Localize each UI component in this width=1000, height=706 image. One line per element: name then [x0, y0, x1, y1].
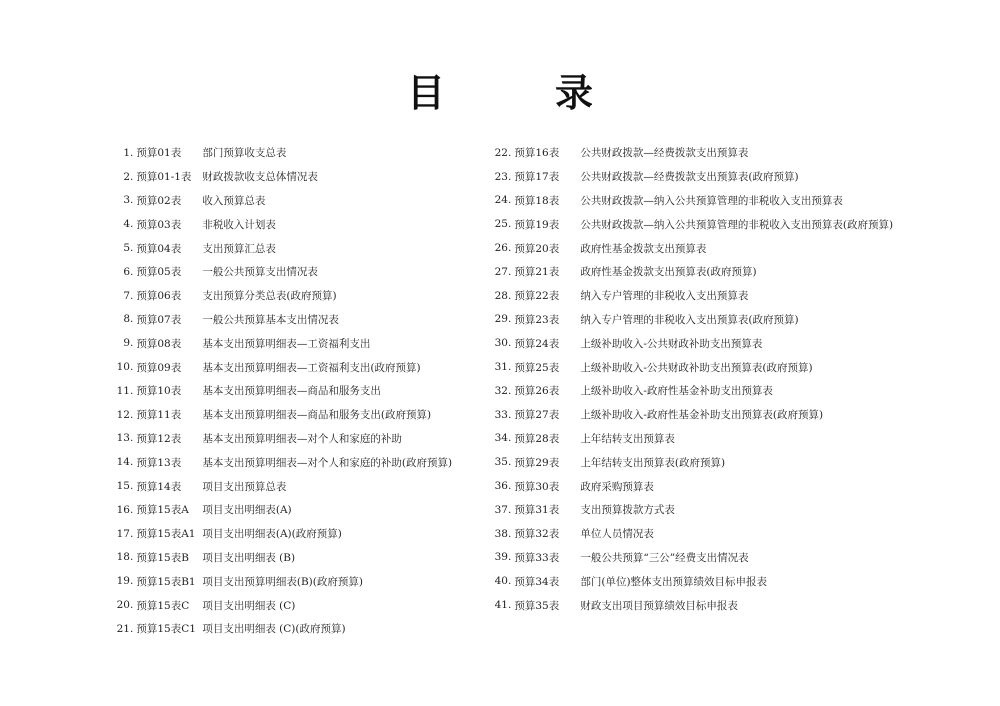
toc-entry[interactable]: [486, 165, 926, 189]
toc-entry-title: 项目支出明细表 (B): [202, 551, 296, 564]
toc-entry-code: 预算18表: [514, 194, 560, 207]
toc-entry-number: 4: [123, 218, 130, 231]
toc-entry-separator: .: [508, 265, 512, 278]
toc-entry-title: 财政拨款收支总体情况表: [202, 171, 318, 184]
toc-entry[interactable]: [486, 427, 926, 451]
toc-entry[interactable]: [108, 331, 488, 355]
toc-entry-title: 基本支出预算明细表—对个人和家庭的补助(政府预算): [202, 456, 453, 469]
toc-entry-code: 预算19表: [514, 218, 560, 231]
toc-entry[interactable]: [108, 260, 488, 284]
toc-entry-number: 32: [494, 384, 508, 397]
page-title: 目 录: [406, 70, 629, 115]
toc-entry[interactable]: [486, 522, 926, 546]
toc-entry-number: 15: [116, 480, 130, 493]
toc-entry-separator: .: [130, 622, 134, 635]
toc-entry-code: 预算06表: [136, 290, 182, 303]
toc-entry-title: 政府性基金拨款支出预算表: [580, 242, 707, 255]
toc-entry-code: 预算24表: [514, 337, 560, 350]
toc-entry-number: 12: [116, 408, 130, 421]
toc-entry[interactable]: [486, 189, 926, 213]
toc-entry-code: 预算15表C: [136, 599, 190, 612]
toc-entry-separator: .: [508, 408, 512, 421]
toc-entry[interactable]: [108, 141, 488, 165]
toc-entry-separator: .: [508, 432, 512, 445]
toc-entry[interactable]: [486, 141, 926, 165]
toc-entry-code: 预算07表: [136, 313, 182, 326]
toc-entry-code: 预算23表: [514, 313, 560, 326]
toc-entry-code: 预算11表: [136, 409, 182, 422]
toc-entry-code: 预算30表: [514, 480, 560, 493]
toc-entry-separator: .: [508, 599, 512, 612]
toc-entry-number: 37: [494, 503, 508, 516]
toc-entry-number: 39: [494, 551, 508, 564]
toc-entry-separator: .: [130, 194, 134, 207]
toc-entry-code: 预算16表: [514, 147, 560, 160]
toc-entry-title: 纳入专户管理的非税收入支出预算表: [580, 290, 749, 303]
toc-entry-title: 公共财政拨款—经费拨款支出预算表(政府预算): [580, 171, 799, 184]
toc-entry-title: 上级补助收入-公共财政补助支出预算表(政府预算): [580, 361, 813, 374]
toc-entry-separator: .: [130, 456, 134, 469]
toc-entry-code: 预算15表A: [136, 504, 189, 517]
toc-entry-code: 预算15表C1: [136, 623, 196, 636]
toc-entry-title: 项目支出预算明细表(B)(政府预算): [202, 575, 363, 588]
toc-entry-number: 26: [494, 242, 508, 255]
toc-entry-number: 14: [116, 456, 130, 469]
toc-entry-separator: .: [130, 146, 134, 159]
toc-entry[interactable]: [108, 379, 488, 403]
toc-entry-separator: .: [130, 599, 134, 612]
toc-entry-separator: .: [508, 551, 512, 564]
toc-entry-number: 34: [494, 432, 508, 445]
toc-entry-number: 7: [123, 289, 130, 302]
toc-entry-code: 预算29表: [514, 456, 560, 469]
toc-entry[interactable]: [108, 403, 488, 427]
toc-entry-separator: .: [130, 218, 134, 231]
toc-entry-number: 25: [494, 218, 508, 231]
toc-entry[interactable]: [486, 569, 926, 593]
toc-entry[interactable]: [108, 284, 488, 308]
toc-entry-title: 公共财政拨款—纳入公共预算管理的非税收入支出预算表(政府预算): [580, 218, 894, 231]
toc-entry[interactable]: [108, 593, 488, 617]
toc-entry-code: 预算15表B1: [136, 575, 196, 588]
toc-entry-number: 18: [116, 551, 130, 564]
toc-entry[interactable]: [486, 212, 926, 236]
toc-entry-separator: .: [130, 432, 134, 445]
toc-entry-title: 基本支出预算明细表—对个人和家庭的补助: [202, 432, 402, 445]
toc-entry-number: 2: [123, 170, 130, 183]
toc-entry[interactable]: [108, 355, 488, 379]
toc-entry-title: 非税收入计划表: [202, 218, 276, 231]
toc-entry-separator: .: [130, 361, 134, 374]
toc-entry[interactable]: [108, 522, 488, 546]
toc-entry-title: 基本支出预算明细表—工资福利支出(政府预算): [202, 361, 421, 374]
toc-entry-number: 19: [116, 575, 130, 588]
toc-entry-separator: .: [130, 337, 134, 350]
toc-entry-number: 11: [116, 384, 130, 397]
toc-entry[interactable]: [486, 355, 926, 379]
toc-entry-code: 预算21表: [514, 266, 560, 279]
toc-entry-number: 30: [494, 337, 508, 350]
toc-entry-number: 29: [494, 313, 508, 326]
toc-entry[interactable]: [486, 546, 926, 570]
toc-entry-title: 上年结转支出预算表: [580, 432, 675, 445]
toc-entry-separator: .: [130, 313, 134, 326]
toc-entry-code: 预算14表: [136, 480, 182, 493]
toc-entry-separator: .: [508, 575, 512, 588]
toc-entry[interactable]: [108, 498, 488, 522]
toc-entry-separator: .: [508, 194, 512, 207]
toc-entry-separator: .: [508, 313, 512, 326]
toc-entry-number: 5: [123, 242, 130, 255]
toc-entry-title: 支出预算汇总表: [202, 242, 276, 255]
toc-entry-code: 预算01表: [136, 147, 182, 160]
toc-entry-code: 预算32表: [514, 528, 560, 541]
toc-entry[interactable]: [486, 450, 926, 474]
toc-entry-title: 部门预算收支总表: [202, 147, 287, 160]
toc-entry-number: 17: [116, 527, 130, 540]
toc-entry-title: 上年结转支出预算表(政府预算): [580, 456, 726, 469]
toc-entry-title: 上级补助收入-政府性基金补助支出预算表(政府预算): [580, 409, 824, 422]
toc-entry-separator: .: [130, 527, 134, 540]
toc-entry-number: 24: [494, 194, 508, 207]
toc-entry[interactable]: [486, 474, 926, 498]
toc-entry-number: 38: [494, 527, 508, 540]
toc-entry-title: 单位人员情况表: [580, 528, 654, 541]
toc-entry-number: 3: [123, 194, 130, 207]
toc-entry-title: 基本支出预算明细表—商品和服务支出: [202, 385, 381, 398]
toc-entry-title: 项目支出明细表(A)(政府预算): [202, 528, 342, 541]
toc-entry[interactable]: [486, 284, 926, 308]
toc-entry-code: 预算10表: [136, 385, 182, 398]
toc-entry-code: 预算25表: [514, 361, 560, 374]
toc-entry-code: 预算35表: [514, 599, 560, 612]
toc-entry-title: 支出预算分类总表(政府预算): [202, 290, 337, 303]
toc-entry[interactable]: [486, 331, 926, 355]
toc-entry-number: 36: [494, 480, 508, 493]
toc-entry[interactable]: [108, 427, 488, 451]
toc-entry-number: 41: [494, 599, 508, 612]
toc-entry-number: 40: [494, 575, 508, 588]
toc-entry-title: 政府性基金拨款支出预算表(政府预算): [580, 266, 757, 279]
toc-entry-code: 预算12表: [136, 432, 182, 445]
toc-entry-code: 预算05表: [136, 266, 182, 279]
toc-entry-number: 10: [116, 361, 130, 374]
toc-entry-separator: .: [508, 337, 512, 350]
toc-entry-code: 预算31表: [514, 504, 560, 517]
toc-entry-title: 收入预算总表: [202, 194, 266, 207]
toc-entry-code: 预算27表: [514, 409, 560, 422]
toc-entry[interactable]: [486, 260, 926, 284]
toc-entry-separator: .: [508, 527, 512, 540]
toc-entry-number: 13: [116, 432, 130, 445]
toc-entry-number: 6: [123, 265, 130, 278]
toc-entry-code: 预算04表: [136, 242, 182, 255]
toc-entry[interactable]: [108, 212, 488, 236]
toc-entry[interactable]: [486, 236, 926, 260]
toc-entry-title: 部门(单位)整体支出预算绩效目标申报表: [580, 575, 768, 588]
toc-entry-title: 支出预算拨款方式表: [580, 504, 675, 517]
toc-entry-separator: .: [508, 289, 512, 302]
toc-entry-code: 预算22表: [514, 290, 560, 303]
toc-entry-separator: .: [508, 218, 512, 231]
toc-entry-separator: .: [130, 265, 134, 278]
toc-entry[interactable]: [108, 546, 488, 570]
toc-entry[interactable]: [108, 236, 488, 260]
toc-entry-code: 预算15表B: [136, 551, 189, 564]
toc-entry-title: 政府采购预算表: [580, 480, 654, 493]
toc-entry-code: 预算01-1表: [136, 171, 192, 184]
toc-entry-number: 8: [123, 313, 130, 326]
toc-entry-number: 23: [494, 170, 508, 183]
toc-entry[interactable]: [486, 593, 926, 617]
toc-entry-code: 预算33表: [514, 551, 560, 564]
toc-entry-separator: .: [508, 146, 512, 159]
toc-entry-code: 预算15表A1: [136, 528, 196, 541]
toc-entry-code: 预算03表: [136, 218, 182, 231]
toc-entry-title: 项目支出明细表(A): [202, 504, 292, 517]
toc-entry-separator: .: [130, 575, 134, 588]
toc-entry-separator: .: [130, 503, 134, 516]
toc-entry-title: 财政支出项目预算绩效目标申报表: [580, 599, 738, 612]
toc-entry-separator: .: [508, 361, 512, 374]
toc-entry-title: 一般公共预算“三公”经费支出情况表: [580, 551, 749, 564]
toc-entry[interactable]: [108, 165, 488, 189]
toc-entry-title: 项目支出明细表 (C): [202, 599, 296, 612]
toc-entry-title: 项目支出明细表 (C)(政府预算): [202, 623, 346, 636]
toc-entry-separator: .: [508, 503, 512, 516]
toc-entry[interactable]: [486, 498, 926, 522]
toc-entry[interactable]: [486, 403, 926, 427]
toc-entry-code: 预算13表: [136, 456, 182, 469]
toc-entry-code: 预算17表: [514, 171, 560, 184]
toc-entry[interactable]: [108, 308, 488, 332]
toc-entry-separator: .: [130, 242, 134, 255]
toc-entry-separator: .: [508, 384, 512, 397]
toc-entry-separator: .: [130, 480, 134, 493]
toc-entry-code: 预算08表: [136, 337, 182, 350]
toc-entry-code: 预算26表: [514, 385, 560, 398]
toc-entry-separator: .: [130, 408, 134, 421]
toc-entry-separator: .: [508, 480, 512, 493]
toc-entry-title: 上级补助收入-公共财政补助支出预算表: [580, 337, 763, 350]
toc-entry-number: 21: [116, 622, 130, 635]
toc-entry-title: 一般公共预算基本支出情况表: [202, 313, 339, 326]
toc-entry[interactable]: [108, 617, 488, 641]
toc-entry[interactable]: [108, 474, 488, 498]
toc-entry-separator: .: [130, 551, 134, 564]
toc-entry-number: 33: [494, 408, 508, 421]
toc-entry-code: 预算09表: [136, 361, 182, 374]
toc-entry-title: 基本支出预算明细表—商品和服务支出(政府预算): [202, 409, 432, 422]
toc-entry[interactable]: [486, 379, 926, 403]
toc-entry-number: 16: [116, 503, 130, 516]
toc-entry-number: 35: [494, 456, 508, 469]
toc-entry-separator: .: [508, 242, 512, 255]
toc-entry-number: 1: [123, 146, 130, 159]
toc-entry-number: 31: [494, 361, 508, 374]
toc-column-left: [108, 141, 488, 641]
toc-entry-separator: .: [130, 170, 134, 183]
toc-entry-code: 预算28表: [514, 432, 560, 445]
toc-entry-separator: .: [130, 289, 134, 302]
toc-entry-separator: .: [508, 170, 512, 183]
toc-entry-title: 公共财政拨款—经费拨款支出预算表: [580, 147, 749, 160]
toc-entry-number: 27: [494, 265, 508, 278]
toc-entry-code: 预算20表: [514, 242, 560, 255]
toc-column-right: [486, 141, 926, 617]
toc-entry[interactable]: [108, 450, 488, 474]
toc-entry-separator: .: [130, 384, 134, 397]
toc-entry-title: 一般公共预算支出情况表: [202, 266, 318, 279]
toc-entry-separator: .: [508, 456, 512, 469]
toc-entry[interactable]: [108, 569, 488, 593]
toc-entry-title: 上级补助收入-政府性基金补助支出预算表: [580, 385, 773, 398]
toc-entry-code: 预算02表: [136, 194, 182, 207]
toc-entry-title: 项目支出预算总表: [202, 480, 287, 493]
toc-entry-title: 纳入专户管理的非税收入支出预算表(政府预算): [580, 313, 799, 326]
toc-entry-title: 基本支出预算明细表—工资福利支出: [202, 337, 371, 350]
toc-entry-number: 22: [494, 146, 508, 159]
toc-entry-number: 20: [116, 599, 130, 612]
toc-entry-title: 公共财政拨款—纳入公共预算管理的非税收入支出预算表: [580, 194, 843, 207]
toc-entry-code: 预算34表: [514, 575, 560, 588]
toc-entry-number: 28: [494, 289, 508, 302]
toc-entry[interactable]: [108, 189, 488, 213]
toc-entry[interactable]: [486, 308, 926, 332]
toc-entry-number: 9: [123, 337, 130, 350]
